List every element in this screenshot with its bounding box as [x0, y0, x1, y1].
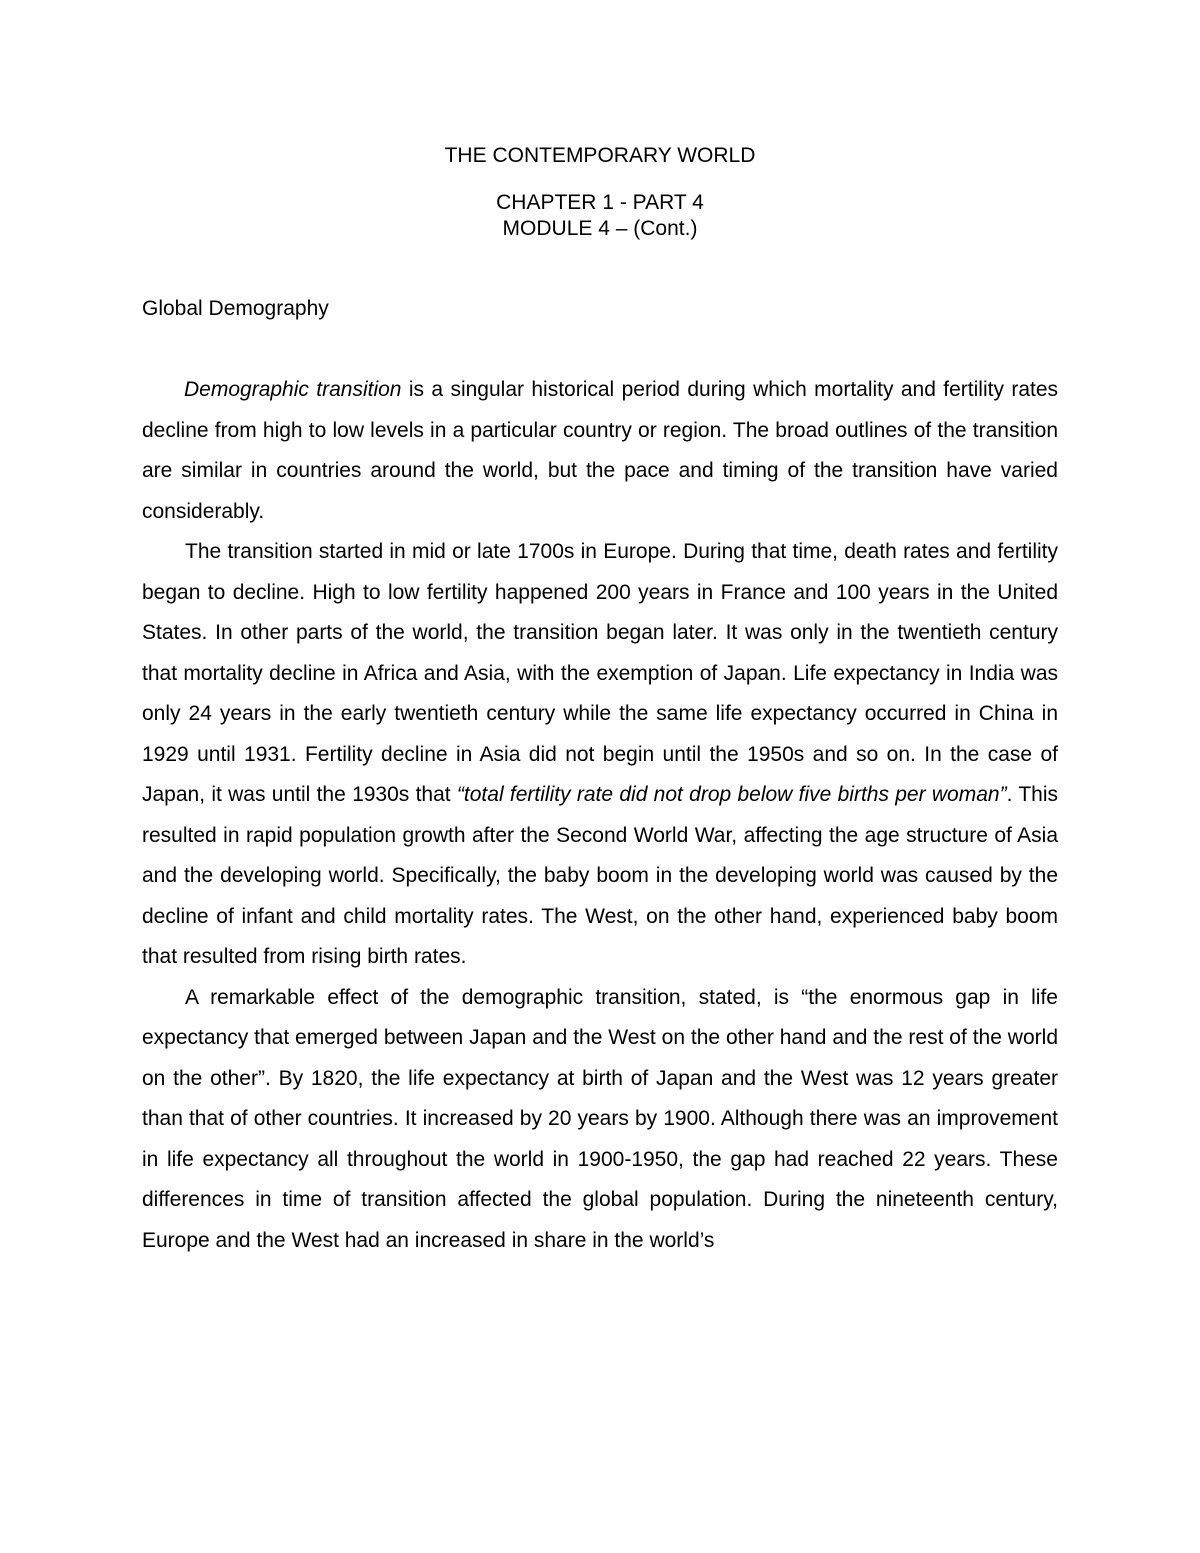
paragraph-2-quote: “total fertility rate did not drop below five births per woman” — [456, 783, 1007, 806]
paragraph-3: A remarkable effect of the demographic transition, stated, is “the enormous gap in life expectancy that emerged between Japan and the West on the other hand and the rest of the world on the other”. By 1820, the life expectancy at birth of Japan and the West was 12 years greater than that of other countries. It increased by 20 years by 1900. Although there was an improvement in life expectancy all throughout the world in 1900-1950, the gap had reached 22 years. These differences in time of transition affected the global population. During the nineteenth century, Europe and the West had an increased in share in the world’s — [142, 985, 1058, 1252]
body-text — [142, 370, 1058, 1261]
paragraph-1-text: is a singular historical period during which mortality and fertility rates decline from high to low levels in a particular country or region. The broad outlines of the transition are similar in countries around the world, but the pace and timing of the transition have varied considerably. — [142, 378, 1059, 523]
paragraph-2-text-after-quote: . This resulted in rapid population growth after the Second World War, affecting the age structure of Asia and the developing world. Specifically, the baby boom in the developing world was caused by the decline of infant and child mortality rates. The West, on the other hand, experienced baby boom that resulted from rising birth rates. — [142, 783, 1059, 968]
module-label: MODULE 4 – (Cont.) — [502, 217, 698, 240]
lead-term: Demographic transition — [184, 378, 402, 401]
paragraph-2-text-before-quote: The transition started in mid or late 1700s in Europe. During that time, death rates and fertility began to decline. High to low fertility happened 200 years in France and 100 years in the United States. In other parts of the world, the transition began later. It was only in the twentieth century that mortality decline in Africa and Asia, with the exemption of Japan. Life expectancy in India was only 24 years in the early twentieth century while the same life expectancy occurred in China in 1929 until 1931. Fertility decline in Asia did not begin until the 1950s and so on. In the case of Japan, it was until the 1930s that — [142, 540, 1058, 806]
document-title: THE CONTEMPORARY WORLD — [444, 144, 756, 167]
paragraph-1 — [142, 370, 1058, 532]
chapter-label: CHAPTER 1 - PART 4 — [496, 191, 704, 214]
section-heading: Global Demography — [142, 297, 329, 320]
paragraph-2 — [142, 532, 1058, 978]
